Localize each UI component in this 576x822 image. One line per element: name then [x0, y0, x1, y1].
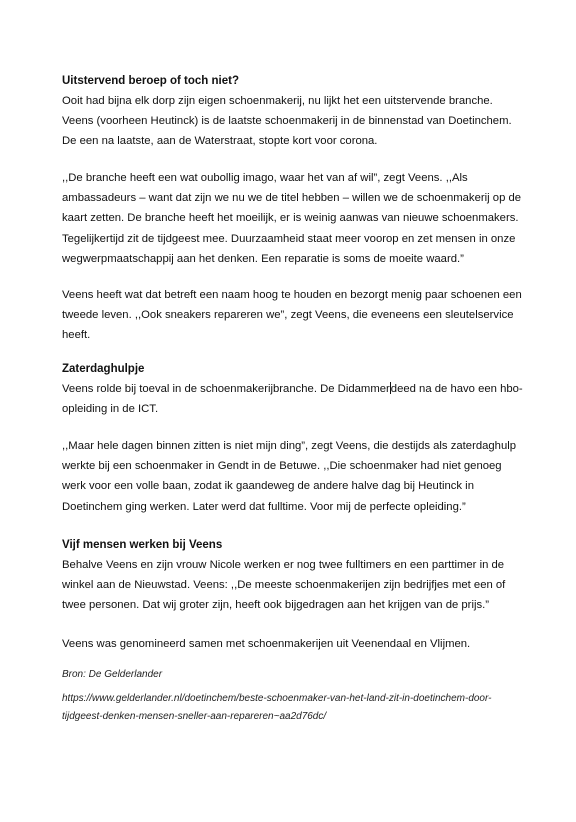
text-line: winkel aan de Nieuwstad. Veens: ,,De meeste schoenmakerijen zijn bedrijfjes met een of: [62, 579, 506, 592]
text-line: tweede leven. ,,Ook sneakers repareren we”, zegt Veens, die eveneens een sleutelservice: [62, 309, 514, 322]
paragraph: [62, 555, 522, 616]
source-label: Bron: De Gelderlander: [62, 669, 163, 680]
text-line: Doetinchem ging werken. Later werd dat fulltime. Voor mij de perfecte opleiding.”: [62, 500, 466, 513]
paragraph: [62, 436, 522, 517]
text-line: werk voor een volle baan, zodat ik gaandeweg de andere halve dag bij Heutinck in: [62, 480, 474, 493]
text-line: Veens was genomineerd samen met schoenmakerijen uit Veenendaal en Vlijmen.: [62, 638, 471, 650]
text-line: Veens heeft wat dat betreft een naam hoog te houden en bezorgt menig paar schoenen een: [62, 289, 522, 301]
text-line: Ooit had bijna elk dorp zijn eigen schoenmakerij, nu lijkt het een uitstervende branche.: [62, 95, 493, 107]
text-line: opleiding in de ICT.: [62, 403, 159, 416]
paragraph: [62, 91, 522, 152]
source-url-line: https://www.gelderlander.nl/doetinchem/beste-schoenmaker-van-het-land-zit-in-doetinchem-door-: [62, 693, 492, 704]
text-line: ,,Maar hele dagen binnen zitten is niet mijn ding”, zegt Veens, die destijds als zaterdaghulp: [62, 440, 517, 452]
text-line: heeft.: [62, 329, 91, 342]
text-line: [62, 379, 522, 399]
source-url-line: tijdgeest-denken-mensen-sneller-aan-repareren~aa2d76dc/: [62, 711, 327, 722]
text-after-cursor: deed na de havo een hbo-: [390, 383, 523, 395]
source-url: [62, 690, 522, 726]
text-line: De een na laatste, aan de Waterstraat, stopte kort voor corona.: [62, 135, 378, 148]
text-line: ambassadeurs – want dat zijn we nu we de titel hebben – willen we de schoenmakerij op de: [62, 192, 522, 205]
text-line: Tegelijkertijd zit de tijdgeest mee. Duurzaamheid staat meer voorop en zet mensen in onze: [62, 232, 516, 245]
text-line: werkte bij een schoenmaker in Gendt in de Betuwe. ,,Die schoenmaker had niet genoeg: [62, 460, 502, 473]
section-heading-zaterdaghulpje: Zaterdaghulpje: [62, 363, 145, 375]
text-before-cursor: Veens rolde bij toeval in de schoenmakerijbranche. De Didammer: [62, 383, 390, 395]
text-line: wegwerpmaatschappij aan het denken. Een reparatie is soms de moeite waard.”: [62, 252, 464, 265]
paragraph: [62, 634, 522, 654]
text-line: kaart zetten. De branche heeft het moeilijk, er is weinig aanwas van nieuwe schoenmakers.: [62, 212, 519, 225]
paragraph: [62, 379, 522, 419]
text-line: Behalve Veens en zijn vrouw Nicole werken er nog twee fulltimers en een parttimer in de: [62, 559, 505, 571]
text-line: ,,De branche heeft een wat oubollig imago, waar het van af wil”, zegt Veens. ,,Als: [62, 172, 468, 184]
section-heading-vijf-mensen: Vijf mensen werken bij Veens: [62, 539, 223, 551]
text-line: twee personen. Dat wij groter zijn, heeft ook bijgedragen aan het krijgen van de prijs.”: [62, 599, 490, 612]
paragraph: [62, 168, 522, 269]
text-line: Veens (voorheen Heutinck) is de laatste schoenmakerij in de binnenstad van Doetinchem.: [62, 115, 512, 128]
section-heading-uitstervend: Uitstervend beroep of toch niet?: [62, 75, 239, 87]
paragraph: [62, 285, 522, 346]
